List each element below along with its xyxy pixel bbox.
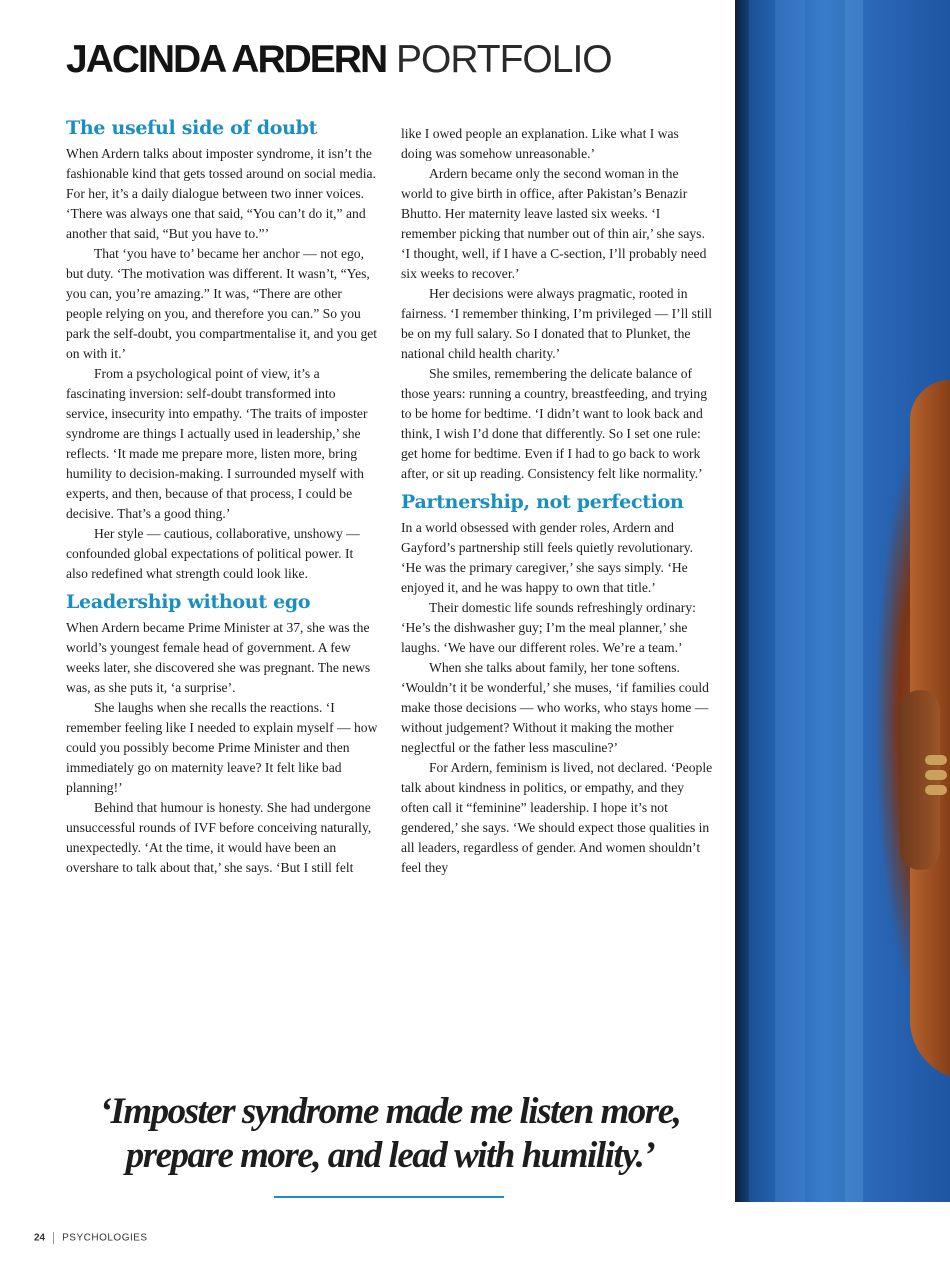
portrait-photo (735, 0, 950, 1202)
paragraph: When Ardern talks about imposter syndrome, it isn’t the fashionable kind that gets tossed around on social media. For her, it’s a daily dialogue between two inner voices. ‘There was always one that said, “You can’t do it,” and another that said, “But you have to.”’ (66, 146, 376, 241)
paragraph: She smiles, remembering the delicate balance of those years: running a country, breastfeeding, and trying to be home for bedtime. ‘I didn’t want to look back and think, I wish I’d done that differently. So I set one rule: get home for bedtime. Even if I had to go back to work after, or sit up reading. Consistency felt like normality.’ (401, 366, 708, 481)
paragraph: Ardern became only the second woman in the world to give birth in office, after Pakistan’s Benazir Bhutto. Her maternity leave lasted six weeks. ‘I remember picking that number out of thin air,’ she says. ‘I thought, well, if I have a C-section, I’ll probably need six weeks to recover.’ (401, 166, 707, 281)
paragraph: That ‘you have to’ became her anchor — not ego, but duty. ‘The motivation was different. It wasn’t, “Yes, you can, you’re amazing.” It was, “There are other people relying on you, and therefore you can.” So you park the self-doubt, you compartmentalise it, and you get on with it.’ (66, 246, 378, 361)
section-heading: Leadership without ego (66, 591, 311, 613)
photo-bangle (925, 755, 947, 765)
section-heading: Partnership, not perfection (401, 491, 684, 513)
paragraph: When Ardern became Prime Minister at 37, she was the world’s youngest female head of government. A few weeks later, she discovered she was pregnant. The news was, as she puts it, ‘a surprise’. (66, 620, 371, 695)
paragraph: Her style — cautious, collaborative, unshowy — confounded global expectations of political power. It also redefined what strength could look like. (66, 526, 360, 581)
paragraph: From a psychological point of view, it’s a fascinating inversion: self-doubt transformed into service, insecurity into empathy. ‘The traits of imposter syndrome are things I actually used in leadership,’ she reflects. ‘It made me prepare more, listen more, bring humility to decision-making. I surrounded myself with experts, and then, because of that process, I could be decisive. That’s a good thing.’ (66, 366, 368, 521)
section-heading: The useful side of doubt (66, 117, 318, 139)
article-column-right (401, 124, 713, 878)
paragraph: She laughs when she recalls the reactions. ‘I remember feeling like I needed to explain myself — how could you possibly become Prime Minister and then immediately go on maternity leave? It felt like bad planning!’ (66, 700, 378, 795)
title-name: JACINDA ARDERN (66, 38, 387, 81)
paragraph: Their domestic life sounds refreshingly ordinary: ‘He’s the dishwasher guy; I’m the meal planner,’ she laughs. ‘We have our different roles. We’re a team.’ (401, 600, 696, 655)
paragraph: When she talks about family, her tone softens. ‘Wouldn’t it be wonderful,’ she muses, ‘if families could make those decisions — who works, who stays home — without judgement? Without it making the mother neglectful or the father less masculine?’ (401, 660, 709, 755)
pull-quote-rule (274, 1196, 504, 1198)
magazine-name: PSYCHOLOGIES (62, 1232, 148, 1244)
paragraph: Her decisions were always pragmatic, rooted in fairness. ‘I remember thinking, I’m privileged — I’ll still be on my full salary. So I donated that to Plunket, the national child health charity.’ (401, 286, 713, 361)
paragraph: In a world obsessed with gender roles, Ardern and Gayford’s partnership still feels quietly revolutionary. ‘He was the primary caregiver,’ she says simply. ‘He enjoyed it, and he was happy to own that title.’ (401, 520, 694, 595)
photo-edge (735, 0, 749, 1202)
photo-arm (900, 690, 940, 870)
paragraph: Behind that humour is honesty. She had undergone unsuccessful rounds of IVF before conceiving naturally, unexpectedly. ‘At the time, it would have been an overshare to talk about that,’ she says. ‘But I still felt (66, 800, 372, 875)
photo-bangle (925, 770, 947, 780)
page-title (66, 38, 706, 82)
photo-streak (775, 0, 805, 1202)
page-footer (34, 1232, 148, 1245)
article-column-left (66, 116, 378, 878)
pull-quote: ‘Imposter syndrome made me listen more, prepare more, and lead with humility.’ (99, 1091, 681, 1176)
paragraph: For Ardern, feminism is lived, not declared. ‘People talk about kindness in politics, or empathy, and they often call it “feminine” leadership. I hope it’s not gendered,’ she says. ‘We should expect those qualities in all leaders, regardless of gender. And women shouldn’t feel they (401, 760, 713, 875)
page-number: 24 (34, 1232, 46, 1244)
photo-bangle (925, 785, 947, 795)
title-section: PORTFOLIO (395, 38, 612, 81)
photo-streak (845, 0, 863, 1202)
paragraph: like I owed people an explanation. Like what I was doing was somehow unreasonable.’ (401, 126, 679, 161)
footer-divider (53, 1232, 54, 1244)
